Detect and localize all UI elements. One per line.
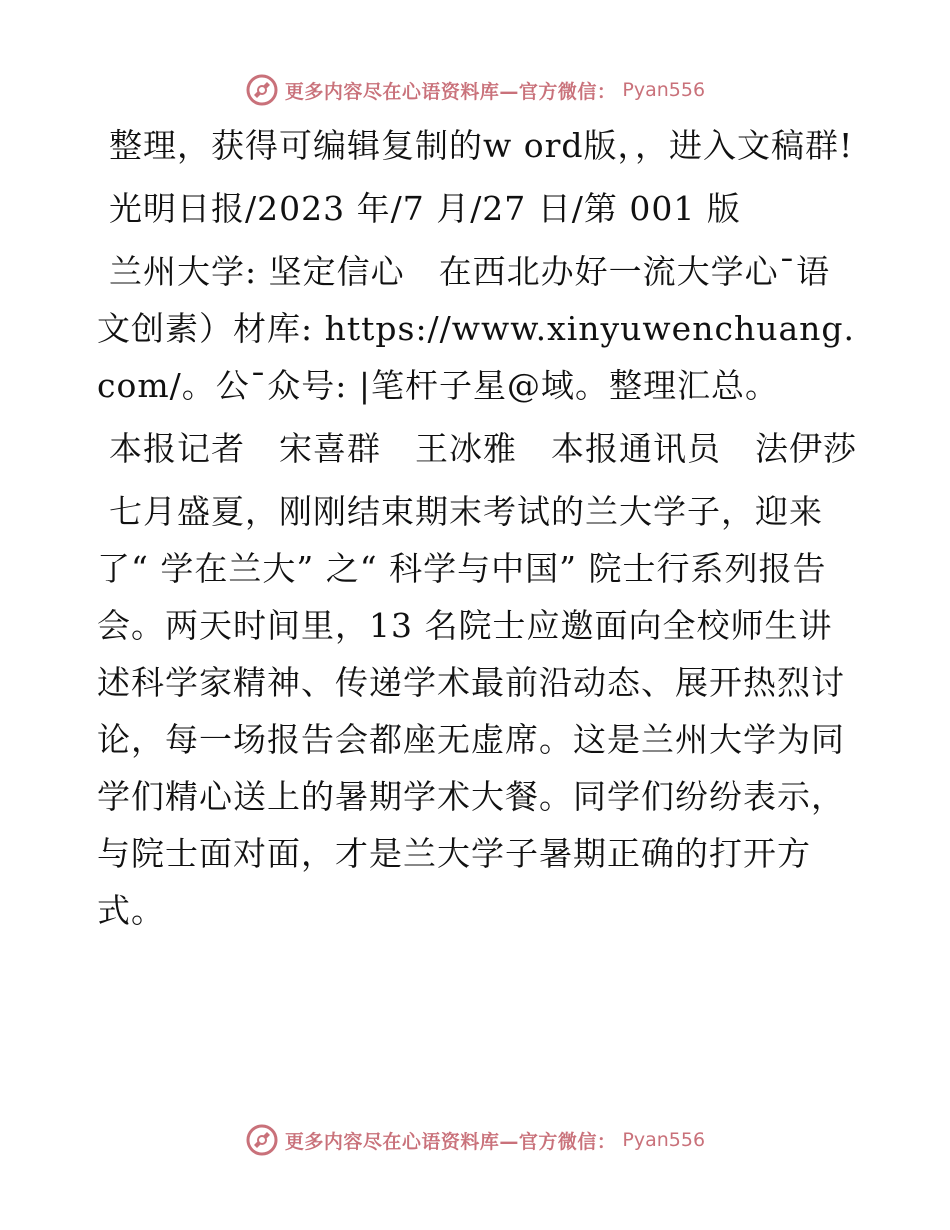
banner-text: 更多内容尽在心语资料库—官方微信： [284,80,617,103]
paragraph-byline: 本报记者 宋喜群 王冰雅 本报通讯员 法伊莎 [109,429,857,468]
footer-watermark-banner [0,1120,950,1160]
brand-logo-icon [245,1123,279,1157]
paragraph-headline: 兰州大学: 坚定信心 在西北办好一流大学心¯语文创素）材库: https://www.xinyuwenchuang.com/。公¯众号: |笔杆子星@域。整理汇总。 [97,252,855,405]
paragraph-body: 七月盛夏，刚刚结束期末考试的兰大学子，迎来了“ 学在兰大” 之“ 科学与中国” 院士行系列报告会。两天时间里，13 名院士应邀面向全校师生讲述科学家精神、传递学术最前沿动态、展开热烈讨论，每一场报告会都座无虚席。这是兰州大学为同学们精心送上的暑期学术大餐。同学们纷纷表示，与院士面对面，才是兰大学子暑期正确的打开方式。 [97,492,845,930]
brand-logo-icon [245,73,279,107]
banner-wechat-id: Pyan556 [622,1129,706,1151]
banner-text: 更多内容尽在心语资料库—官方微信： [284,1130,617,1153]
banner-wechat-id: Pyan556 [622,79,706,101]
paragraph-source: 光明日报/2023 年/7 月/27 日/第 001 版 [109,189,741,228]
header-watermark-banner [0,70,950,110]
document-body [97,117,857,945]
paragraph-intro: 整理，获得可编辑复制的w ord版，，进入文稿群! [109,126,854,165]
